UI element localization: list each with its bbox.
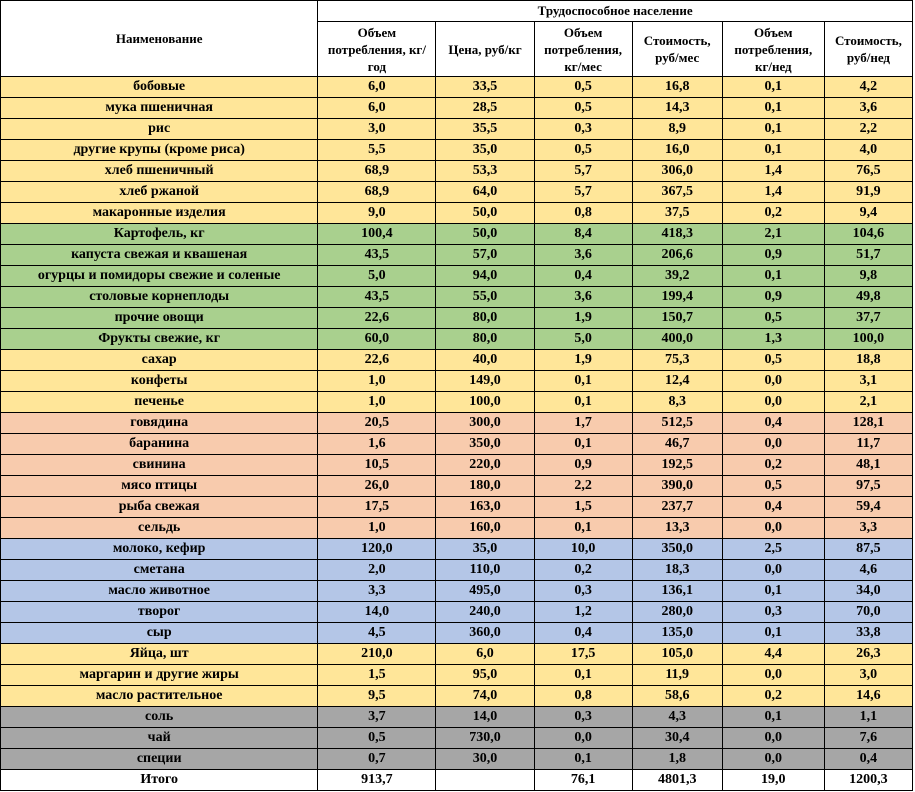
cell-volume-week: 0,4 <box>722 413 824 434</box>
cell-price: 50,0 <box>436 203 534 224</box>
cell-cost-week: 3,6 <box>824 98 912 119</box>
cell-cost-month: 18,3 <box>632 560 722 581</box>
cell-volume-year: 3,0 <box>318 119 436 140</box>
row-name: рыба свежая <box>1 497 318 518</box>
cell-cost-week: 87,5 <box>824 539 912 560</box>
cell-volume-year: 1,0 <box>318 371 436 392</box>
cell-cost-week: 4,0 <box>824 140 912 161</box>
cell-cost-week: 34,0 <box>824 581 912 602</box>
cell-volume-week: 0,2 <box>722 203 824 224</box>
row-name: масло растительное <box>1 686 318 707</box>
cell-price: 350,0 <box>436 434 534 455</box>
row-name: чай <box>1 728 318 749</box>
cell-volume-month: 1,2 <box>534 602 632 623</box>
cell-price: 57,0 <box>436 245 534 266</box>
cell-volume-week: 4,4 <box>722 644 824 665</box>
row-name: баранина <box>1 434 318 455</box>
cell-volume-year: 17,5 <box>318 497 436 518</box>
cell-cost-month: 350,0 <box>632 539 722 560</box>
row-name: творог <box>1 602 318 623</box>
total-volume-year: 913,7 <box>318 770 436 791</box>
table-row <box>1 749 913 770</box>
cell-volume-month: 0,2 <box>534 560 632 581</box>
cell-volume-month: 0,3 <box>534 581 632 602</box>
row-name: рис <box>1 119 318 140</box>
total-cost-week: 1200,3 <box>824 770 912 791</box>
row-name: Фрукты свежие, кг <box>1 329 318 350</box>
cell-volume-week: 0,5 <box>722 308 824 329</box>
cell-price: 33,5 <box>436 77 534 98</box>
cell-volume-month: 3,6 <box>534 245 632 266</box>
cell-volume-month: 0,3 <box>534 707 632 728</box>
total-cost-month: 4801,3 <box>632 770 722 791</box>
cell-price: 360,0 <box>436 623 534 644</box>
cell-volume-week: 0,1 <box>722 77 824 98</box>
cell-volume-year: 1,0 <box>318 518 436 539</box>
cell-cost-month: 1,8 <box>632 749 722 770</box>
cell-cost-week: 3,1 <box>824 371 912 392</box>
total-price <box>436 770 534 791</box>
cell-cost-week: 76,5 <box>824 161 912 182</box>
row-name: маргарин и другие жиры <box>1 665 318 686</box>
cell-volume-month: 5,7 <box>534 182 632 203</box>
table-body <box>1 77 913 770</box>
cell-volume-year: 9,5 <box>318 686 436 707</box>
cell-volume-week: 0,9 <box>722 287 824 308</box>
cell-volume-year: 3,3 <box>318 581 436 602</box>
cell-cost-month: 4,3 <box>632 707 722 728</box>
cell-cost-week: 7,6 <box>824 728 912 749</box>
cell-volume-year: 14,0 <box>318 602 436 623</box>
cell-cost-week: 33,8 <box>824 623 912 644</box>
table-row <box>1 665 913 686</box>
cell-cost-month: 150,7 <box>632 308 722 329</box>
row-name: столовые корнеплоды <box>1 287 318 308</box>
table-row <box>1 161 913 182</box>
cell-cost-month: 30,4 <box>632 728 722 749</box>
table-row <box>1 308 913 329</box>
cell-cost-month: 418,3 <box>632 224 722 245</box>
table-row <box>1 707 913 728</box>
row-name: свинина <box>1 455 318 476</box>
row-name: хлеб пшеничный <box>1 161 318 182</box>
cell-volume-month: 1,5 <box>534 497 632 518</box>
header-row-group <box>1 1 913 22</box>
cell-cost-month: 8,3 <box>632 392 722 413</box>
table-row <box>1 245 913 266</box>
cell-volume-month: 0,0 <box>534 728 632 749</box>
cell-volume-week: 0,1 <box>722 581 824 602</box>
cell-volume-month: 8,4 <box>534 224 632 245</box>
cell-cost-month: 280,0 <box>632 602 722 623</box>
cell-volume-week: 0,5 <box>722 476 824 497</box>
cell-cost-month: 58,6 <box>632 686 722 707</box>
cell-volume-month: 0,3 <box>534 119 632 140</box>
table-row <box>1 119 913 140</box>
cell-volume-month: 0,1 <box>534 434 632 455</box>
table-row <box>1 77 913 98</box>
cell-volume-week: 0,5 <box>722 350 824 371</box>
cell-price: 110,0 <box>436 560 534 581</box>
cell-volume-year: 22,6 <box>318 308 436 329</box>
cell-price: 74,0 <box>436 686 534 707</box>
cell-volume-year: 26,0 <box>318 476 436 497</box>
table-row <box>1 413 913 434</box>
cell-cost-month: 75,3 <box>632 350 722 371</box>
cell-cost-week: 97,5 <box>824 476 912 497</box>
cell-cost-month: 136,1 <box>632 581 722 602</box>
table-row <box>1 581 913 602</box>
cell-cost-month: 512,5 <box>632 413 722 434</box>
total-volume-week: 19,0 <box>722 770 824 791</box>
cell-cost-week: 4,2 <box>824 77 912 98</box>
table-row <box>1 623 913 644</box>
cell-cost-week: 37,7 <box>824 308 912 329</box>
cell-cost-month: 8,9 <box>632 119 722 140</box>
total-label: Итого <box>1 770 318 791</box>
cell-price: 240,0 <box>436 602 534 623</box>
table-row <box>1 266 913 287</box>
cell-cost-week: 49,8 <box>824 287 912 308</box>
cell-cost-week: 3,3 <box>824 518 912 539</box>
cell-volume-year: 0,5 <box>318 728 436 749</box>
cell-price: 80,0 <box>436 308 534 329</box>
cell-cost-week: 100,0 <box>824 329 912 350</box>
cell-volume-year: 10,5 <box>318 455 436 476</box>
cell-cost-month: 11,9 <box>632 665 722 686</box>
cell-volume-week: 0,0 <box>722 392 824 413</box>
row-name: другие крупы (кроме риса) <box>1 140 318 161</box>
total-row <box>1 770 913 791</box>
header-col-cost-month: Стоимость, руб/мес <box>632 22 722 77</box>
cell-volume-month: 5,0 <box>534 329 632 350</box>
cell-volume-year: 20,5 <box>318 413 436 434</box>
cell-volume-month: 10,0 <box>534 539 632 560</box>
cell-volume-year: 0,7 <box>318 749 436 770</box>
cell-volume-month: 5,7 <box>534 161 632 182</box>
cell-volume-year: 43,5 <box>318 245 436 266</box>
cell-volume-month: 1,9 <box>534 350 632 371</box>
cell-volume-year: 2,0 <box>318 560 436 581</box>
cell-cost-week: 70,0 <box>824 602 912 623</box>
cell-volume-year: 1,6 <box>318 434 436 455</box>
cell-price: 35,5 <box>436 119 534 140</box>
cell-price: 6,0 <box>436 644 534 665</box>
header-col-cost-week: Стоимость, руб/нед <box>824 22 912 77</box>
cell-volume-month: 0,8 <box>534 686 632 707</box>
cell-price: 53,3 <box>436 161 534 182</box>
cell-volume-year: 6,0 <box>318 77 436 98</box>
cell-volume-year: 6,0 <box>318 98 436 119</box>
cell-volume-week: 0,2 <box>722 686 824 707</box>
cell-cost-month: 367,5 <box>632 182 722 203</box>
table-row <box>1 287 913 308</box>
cell-volume-year: 210,0 <box>318 644 436 665</box>
table-row <box>1 518 913 539</box>
table-row <box>1 350 913 371</box>
cell-volume-week: 0,1 <box>722 623 824 644</box>
cell-volume-week: 1,4 <box>722 182 824 203</box>
cell-price: 40,0 <box>436 350 534 371</box>
cell-cost-week: 0,4 <box>824 749 912 770</box>
cell-cost-week: 18,8 <box>824 350 912 371</box>
cell-price: 55,0 <box>436 287 534 308</box>
row-name: капуста свежая и квашеная <box>1 245 318 266</box>
row-name: конфеты <box>1 371 318 392</box>
cell-volume-month: 0,8 <box>534 203 632 224</box>
cell-volume-month: 0,9 <box>534 455 632 476</box>
row-name: мука пшеничная <box>1 98 318 119</box>
cell-volume-month: 0,1 <box>534 749 632 770</box>
row-name: сыр <box>1 623 318 644</box>
table-row <box>1 644 913 665</box>
cell-cost-week: 91,9 <box>824 182 912 203</box>
cell-volume-week: 0,1 <box>722 119 824 140</box>
cell-volume-month: 1,7 <box>534 413 632 434</box>
cell-cost-week: 104,6 <box>824 224 912 245</box>
table-row <box>1 98 913 119</box>
header-col-price: Цена, руб/кг <box>436 22 534 77</box>
row-name: сметана <box>1 560 318 581</box>
cell-cost-month: 105,0 <box>632 644 722 665</box>
cell-volume-week: 0,0 <box>722 665 824 686</box>
table-row <box>1 728 913 749</box>
cell-price: 35,0 <box>436 539 534 560</box>
row-name: печенье <box>1 392 318 413</box>
cell-volume-year: 1,5 <box>318 665 436 686</box>
cell-volume-year: 4,5 <box>318 623 436 644</box>
cell-volume-month: 2,2 <box>534 476 632 497</box>
cell-volume-week: 0,1 <box>722 707 824 728</box>
cell-price: 300,0 <box>436 413 534 434</box>
cell-cost-month: 13,3 <box>632 518 722 539</box>
cell-price: 64,0 <box>436 182 534 203</box>
cell-cost-week: 14,6 <box>824 686 912 707</box>
total-volume-month: 76,1 <box>534 770 632 791</box>
cell-price: 160,0 <box>436 518 534 539</box>
header-group: Трудоспособное население <box>318 1 913 22</box>
table-row <box>1 203 913 224</box>
cell-volume-month: 17,5 <box>534 644 632 665</box>
cell-price: 180,0 <box>436 476 534 497</box>
table-row <box>1 224 913 245</box>
cell-volume-month: 0,1 <box>534 371 632 392</box>
cell-volume-month: 0,1 <box>534 518 632 539</box>
cell-cost-month: 400,0 <box>632 329 722 350</box>
header-name: Наименование <box>1 1 318 77</box>
cell-cost-week: 51,7 <box>824 245 912 266</box>
cell-price: 14,0 <box>436 707 534 728</box>
row-name: масло животное <box>1 581 318 602</box>
cell-price: 30,0 <box>436 749 534 770</box>
row-name: Картофель, кг <box>1 224 318 245</box>
cell-volume-year: 68,9 <box>318 182 436 203</box>
row-name: мясо птицы <box>1 476 318 497</box>
cell-volume-week: 0,0 <box>722 560 824 581</box>
cell-volume-year: 9,0 <box>318 203 436 224</box>
cell-volume-month: 3,6 <box>534 287 632 308</box>
table-row <box>1 371 913 392</box>
table-row <box>1 140 913 161</box>
cell-cost-month: 237,7 <box>632 497 722 518</box>
cell-volume-week: 2,1 <box>722 224 824 245</box>
cell-volume-year: 120,0 <box>318 539 436 560</box>
cell-cost-week: 26,3 <box>824 644 912 665</box>
cell-price: 220,0 <box>436 455 534 476</box>
cell-volume-month: 0,5 <box>534 140 632 161</box>
cell-volume-month: 0,4 <box>534 623 632 644</box>
row-name: сельдь <box>1 518 318 539</box>
cell-volume-year: 22,6 <box>318 350 436 371</box>
table-row <box>1 455 913 476</box>
cell-cost-week: 9,4 <box>824 203 912 224</box>
cell-cost-week: 11,7 <box>824 434 912 455</box>
row-name: бобовые <box>1 77 318 98</box>
cell-volume-week: 1,3 <box>722 329 824 350</box>
cell-cost-month: 46,7 <box>632 434 722 455</box>
table-row <box>1 392 913 413</box>
cell-volume-year: 3,7 <box>318 707 436 728</box>
cell-price: 80,0 <box>436 329 534 350</box>
row-name: макаронные изделия <box>1 203 318 224</box>
cell-cost-month: 12,4 <box>632 371 722 392</box>
table-row <box>1 182 913 203</box>
cell-volume-week: 0,4 <box>722 497 824 518</box>
table-row <box>1 686 913 707</box>
row-name: соль <box>1 707 318 728</box>
cell-price: 495,0 <box>436 581 534 602</box>
cell-volume-year: 5,0 <box>318 266 436 287</box>
cell-cost-month: 14,3 <box>632 98 722 119</box>
cell-volume-week: 0,9 <box>722 245 824 266</box>
table-row <box>1 497 913 518</box>
cell-volume-week: 2,5 <box>722 539 824 560</box>
cell-volume-month: 0,1 <box>534 665 632 686</box>
cell-cost-week: 1,1 <box>824 707 912 728</box>
header-col-volume-year: Объем потребления, кг/год <box>318 22 436 77</box>
row-name: говядина <box>1 413 318 434</box>
cell-volume-week: 0,1 <box>722 266 824 287</box>
cell-cost-week: 2,2 <box>824 119 912 140</box>
row-name: хлеб ржаной <box>1 182 318 203</box>
cell-volume-week: 0,3 <box>722 602 824 623</box>
table-row <box>1 560 913 581</box>
table-row <box>1 602 913 623</box>
cell-price: 163,0 <box>436 497 534 518</box>
row-name: огурцы и помидоры свежие и соленые <box>1 266 318 287</box>
cell-volume-month: 0,4 <box>534 266 632 287</box>
cell-volume-week: 0,1 <box>722 140 824 161</box>
cell-cost-month: 39,2 <box>632 266 722 287</box>
cell-volume-year: 5,5 <box>318 140 436 161</box>
cell-volume-month: 1,9 <box>534 308 632 329</box>
row-name: специи <box>1 749 318 770</box>
table-row <box>1 434 913 455</box>
cell-volume-year: 60,0 <box>318 329 436 350</box>
cell-volume-week: 0,2 <box>722 455 824 476</box>
cell-cost-week: 9,8 <box>824 266 912 287</box>
cell-price: 95,0 <box>436 665 534 686</box>
cell-price: 730,0 <box>436 728 534 749</box>
cell-cost-month: 16,0 <box>632 140 722 161</box>
cell-price: 28,5 <box>436 98 534 119</box>
cell-volume-year: 68,9 <box>318 161 436 182</box>
cell-cost-week: 4,6 <box>824 560 912 581</box>
table-row <box>1 476 913 497</box>
header-col-volume-week: Объем потребления, кг/нед <box>722 22 824 77</box>
cell-price: 100,0 <box>436 392 534 413</box>
row-name: прочие овощи <box>1 308 318 329</box>
cell-cost-month: 192,5 <box>632 455 722 476</box>
cell-cost-month: 199,4 <box>632 287 722 308</box>
cell-volume-month: 0,5 <box>534 77 632 98</box>
cell-volume-month: 0,5 <box>534 98 632 119</box>
cell-price: 50,0 <box>436 224 534 245</box>
cell-price: 35,0 <box>436 140 534 161</box>
cell-cost-week: 48,1 <box>824 455 912 476</box>
cell-cost-month: 390,0 <box>632 476 722 497</box>
row-name: Яйца, шт <box>1 644 318 665</box>
table-row <box>1 329 913 350</box>
cell-cost-month: 206,6 <box>632 245 722 266</box>
row-name: молоко, кефир <box>1 539 318 560</box>
table-row <box>1 539 913 560</box>
cell-cost-week: 128,1 <box>824 413 912 434</box>
cell-cost-month: 306,0 <box>632 161 722 182</box>
cell-volume-week: 0,0 <box>722 518 824 539</box>
cell-volume-year: 1,0 <box>318 392 436 413</box>
cell-price: 149,0 <box>436 371 534 392</box>
cell-volume-week: 0,0 <box>722 749 824 770</box>
cell-cost-month: 37,5 <box>632 203 722 224</box>
cell-cost-week: 3,0 <box>824 665 912 686</box>
cell-volume-month: 0,1 <box>534 392 632 413</box>
header-col-volume-month: Объем потребления, кг/мес <box>534 22 632 77</box>
cell-volume-week: 0,0 <box>722 728 824 749</box>
cell-cost-month: 16,8 <box>632 77 722 98</box>
cell-volume-year: 100,4 <box>318 224 436 245</box>
cell-volume-week: 0,1 <box>722 98 824 119</box>
cell-cost-week: 59,4 <box>824 497 912 518</box>
cell-cost-month: 135,0 <box>632 623 722 644</box>
cell-volume-week: 0,0 <box>722 434 824 455</box>
cell-volume-week: 1,4 <box>722 161 824 182</box>
cell-volume-year: 43,5 <box>318 287 436 308</box>
cell-price: 94,0 <box>436 266 534 287</box>
cell-cost-week: 2,1 <box>824 392 912 413</box>
cell-volume-week: 0,0 <box>722 371 824 392</box>
row-name: сахар <box>1 350 318 371</box>
